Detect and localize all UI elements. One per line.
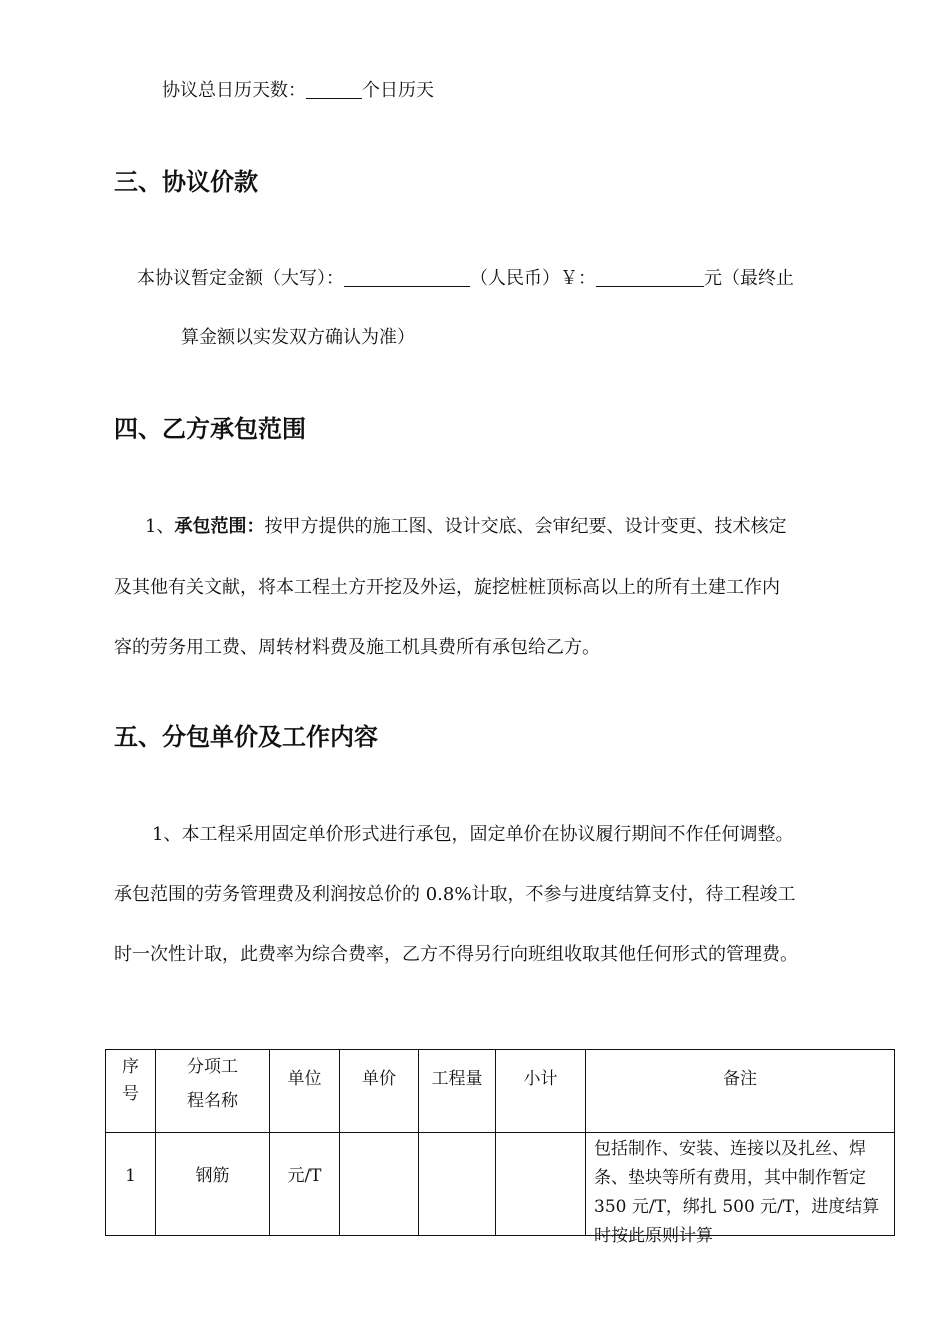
header-name-line2: 程名称: [187, 1091, 238, 1111]
section4-item1-line3: 容的劳务用工费、周转材料费及施工机具费所有承包给乙方。: [114, 637, 600, 658]
section5-line2: 承包范围的劳务管理费及利润按总价的 0.8%计取，不参与进度结算支付，待工程竣工: [114, 884, 796, 905]
header-seq-line1: 序: [122, 1057, 139, 1077]
header-seq-line2: 号: [122, 1084, 139, 1104]
row-unit: 元/T: [287, 1166, 322, 1186]
row-subtotal: [496, 1133, 586, 1236]
section3-amount-note: 算金额以实发双方确认为准）: [181, 327, 415, 348]
section4-item1-line2: 及其他有关文献，将本工程土方开挖及外运，旋挖桩桩顶标高以上的所有土建工作内: [114, 577, 780, 598]
row-name: 钢筋: [195, 1166, 230, 1186]
amount-label-rmb: （人民币）￥：: [470, 268, 596, 289]
header-seq: [106, 1050, 156, 1133]
row-unit-cell: [270, 1133, 340, 1236]
table-header-row: [106, 1050, 895, 1133]
header-quantity: 工程量: [419, 1050, 496, 1133]
agreement-days-blank: [306, 80, 362, 99]
header-name-line1: 分项工: [187, 1057, 238, 1077]
agreement-days-prefix: 协议总日历天数：: [162, 80, 306, 101]
agreement-days-line: [162, 76, 434, 102]
row-seq-cell: [106, 1133, 156, 1236]
header-price: 单价: [340, 1050, 419, 1133]
section4-item1-text: 按甲方提供的施工图、设计交底、会审纪要、设计变更、技术核定: [264, 516, 787, 537]
unit-price-table: [105, 1049, 895, 1246]
table-row: [106, 1133, 895, 1236]
row-price: [340, 1133, 419, 1236]
section5-line3: 时一次性计取，此费率为综合费率，乙方不得另行向班组收取其他任何形式的管理费。: [114, 944, 798, 965]
header-subtotal: 小计: [496, 1050, 586, 1133]
section3-amount-line: [137, 264, 794, 290]
amount-label-yuan: 元（最终止: [704, 268, 794, 289]
header-remark: 备注: [586, 1050, 895, 1133]
row-quantity: [419, 1133, 496, 1236]
section4-heading: 四、乙方承包范围: [114, 415, 306, 443]
amount-label-uppercase: 本协议暂定金额（大写）：: [137, 268, 344, 289]
section4-item1-label: 承包范围：: [174, 516, 265, 537]
agreement-days-suffix: 个日历天: [362, 80, 434, 101]
row-seq: 1: [125, 1166, 136, 1186]
row-name-cell: [156, 1133, 270, 1236]
section3-heading: 三、协议价款: [114, 168, 258, 196]
section4-item1-number: 1、: [145, 516, 175, 537]
section5-line1: 1、本工程采用固定单价形式进行承包，固定单价在协议履行期间不作任何调整。: [152, 824, 794, 845]
section5-heading: 五、分包单价及工作内容: [114, 723, 378, 751]
header-unit: 单位: [270, 1050, 340, 1133]
row-remark-cell: [586, 1133, 895, 1246]
amount-uppercase-blank: [344, 268, 470, 287]
section4-item1-line1: [145, 512, 786, 538]
row-remark: 包括制作、安装、连接以及扎丝、焊条、垫块等所有费用，其中制作暂定 350 元/T，绑扎 500 元/T，进度结算时按此原则计算: [594, 1139, 880, 1246]
amount-rmb-blank: [596, 268, 704, 287]
header-item-name: [156, 1050, 270, 1133]
